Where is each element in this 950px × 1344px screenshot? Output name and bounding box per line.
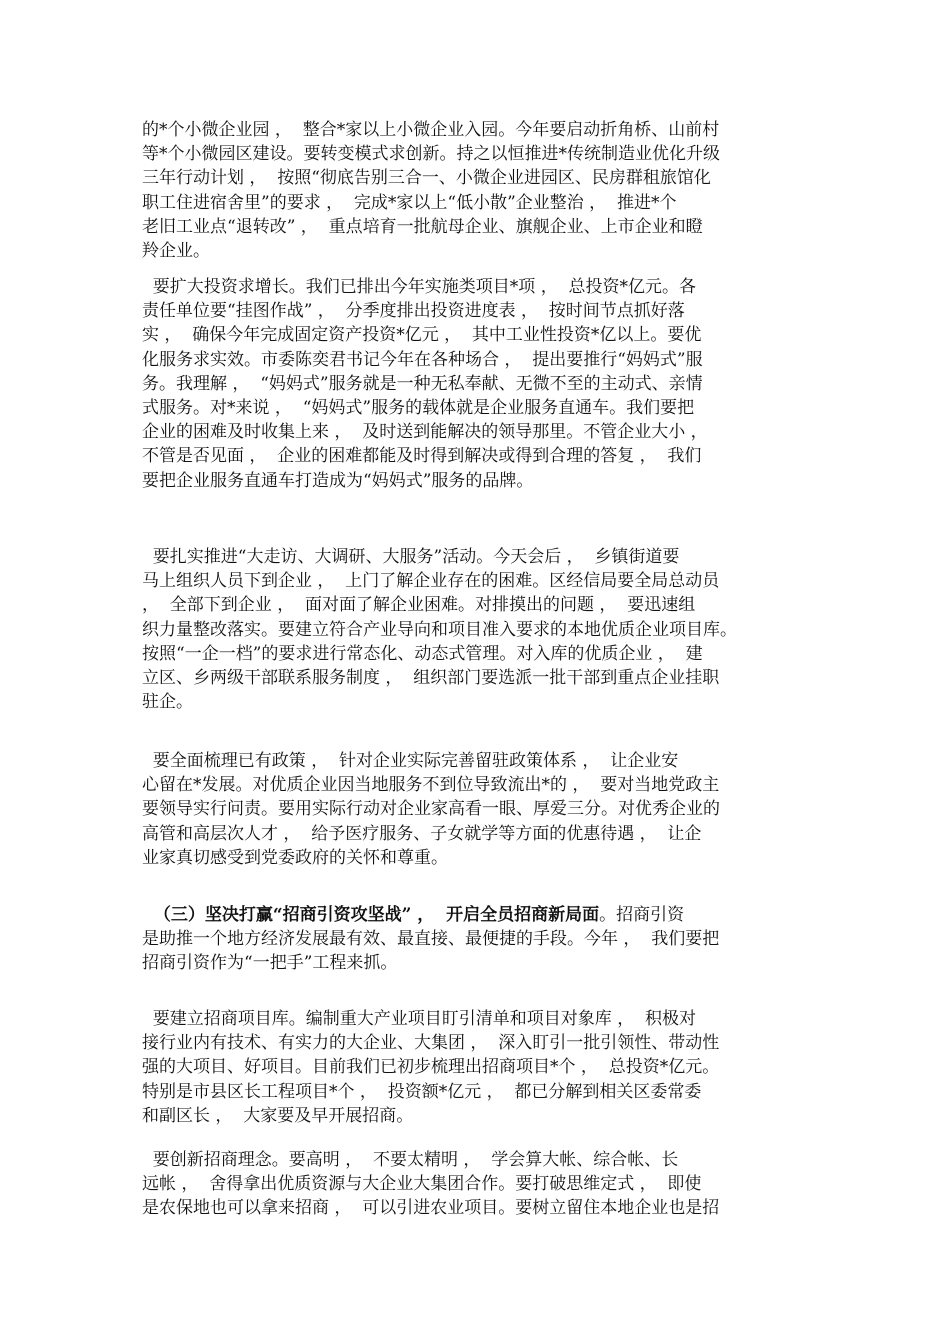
text-line: 企业的困难及时收集上来 ， 及时送到能解决的领导那里。不管企业大小 ， [142,422,708,443]
text-line: 要全面梳理已有政策 ， 针对企业实际完善留驻政策体系 ， 让企业安 [142,751,679,771]
text-line: 责任单位要“挂图作战” ， 分季度排出投资进度表 ， 按时间节点抓好落 [142,301,685,322]
text-line: 职工住进宿舍里”的要求 ， 完成*家以上“低小散”企业整治 ， 推进*个 [142,192,677,213]
text-line: ， 全部下到企业 ， 面对面了解企业困难。对排摸出的问题 ， 要迅速组 [142,595,696,616]
text-line: 化服务求实效。市委陈奕君书记今年在各种场合 ， 提出要推行“妈妈式”服 [142,349,703,370]
section-heading: （三）坚决打赢“招商引资攻坚战” ， 开启全员招商新局面 [142,905,600,925]
text-line: 接行业内有技术、有实力的大企业、大集团 ， 深入盯引一批引领性、带动性 [142,1033,720,1054]
text-line: 驻企。 [142,692,193,713]
text-line: 心留在*发展。对优质企业因当地服务不到位导致流出*的 ， 要对当地党政主 [142,775,720,796]
text-line: 立区、乡两级干部联系服务制度 ， 组织部门要选派一批干部到重点企业挂职 [142,667,720,688]
paragraph-5 [142,903,808,976]
text-line: 务。我理解 ， “妈妈式”服务就是一种无私奉献、无微不至的主动式、亲情 [142,373,703,394]
paragraph-4 [142,749,808,870]
text-line: 织力量整改落实。要建立符合产业导向和项目准入要求的本地优质企业项目库。 [142,619,737,640]
paragraph-2 [142,275,808,493]
text-line: 羚企业。 [142,240,210,261]
paragraph-6 [142,1007,808,1128]
text-line: 特别是市县区长工程项目*个 ， 投资额*亿元 ， 都已分解到相关区委常委 [142,1081,702,1102]
section-heading-line [142,903,808,927]
text-line: 是农保地也可以拿来招商 ， 可以引进农业项目。要树立留住本地企业也是招 [142,1198,720,1219]
text-line: 强的大项目、好项目。目前我们已初步梳理出招商项目*个 ， 总投资*亿元。 [142,1057,720,1078]
paragraph-3 [142,545,808,714]
text-line: 和副区长 ， 大家要及早开展招商。 [142,1105,414,1126]
text-line: 式服务。对*来说 ， “妈妈式”服务的载体就是企业服务直通车。我们要把 [142,397,695,418]
text-line: 要扩大投资求增长。我们已排出今年实施类项目*项 ， 总投资*亿元。各 [142,277,697,297]
text-line: 要领导实行问责。要用实际行动对企业家高看一眼、厚爱三分。对优秀企业的 [142,799,720,820]
text-line: 要建立招商项目库。编制重大产业项目盯引清单和项目对象库 ， 积极对 [142,1009,697,1029]
text-line: 的*个小微企业园 ， 整合*家以上小微企业入园。今年要启动折角桥、山前村 [142,120,720,140]
text-line: 老旧工业点“退转改” ， 重点培育一批航母企业、旗舰企业、上市企业和瞪 [142,216,703,237]
text-line: 按照“一企一档”的要求进行常态化、动态式管理。对入库的优质企业 ， 建 [142,643,703,664]
text-line: 远帐 ， 舍得拿出优质资源与大企业大集团合作。要打破思维定式 ， 即使 [142,1174,702,1195]
text-line: 要把企业服务直通车打造成为“妈妈式”服务的品牌。 [142,470,534,491]
text-line: 招商引资作为“一把手”工程来抓。 [142,953,398,974]
text-line: 马上组织人员下到企业 ， 上门了解企业存在的困难。区经信局要全局总动员 [142,571,720,592]
text-line: 不管是否见面 ， 企业的困难都能及时得到解决或得到合理的答复 ， 我们 [142,446,702,467]
text-line: 业家真切感受到党委政府的关怀和尊重。 [142,847,448,868]
paragraph-7 [142,1148,808,1221]
text-line: 等*个小微园区建设。要转变模式求创新。持之以恒推进*传统制造业优化升级 [142,144,720,165]
section-heading-tail: 。招商引资 [599,905,685,925]
text-line: 要创新招商理念。要高明 ， 不要太精明 ， 学会算大帐、综合帐、长 [142,1150,679,1170]
paragraph-1 [142,118,808,263]
text-line: 实 ， 确保今年完成固定资产投资*亿元 ， 其中工业性投资*亿以上。要优 [142,325,702,346]
text-line: 要扎实推进“大走访、大调研、大服务”活动。今天会后 ， 乡镇街道要 [142,547,680,567]
text-line: 高管和高层次人才 ， 给予医疗服务、子女就学等方面的优惠待遇 ， 让企 [142,823,702,844]
text-line: 三年行动计划 ， 按照“彻底告别三合一、小微企业进园区、民房群租旅馆化 [142,168,711,189]
text-line: 是助推一个地方经济发展最有效、最直接、最便捷的手段。今年 ， 我们要把 [142,929,720,950]
